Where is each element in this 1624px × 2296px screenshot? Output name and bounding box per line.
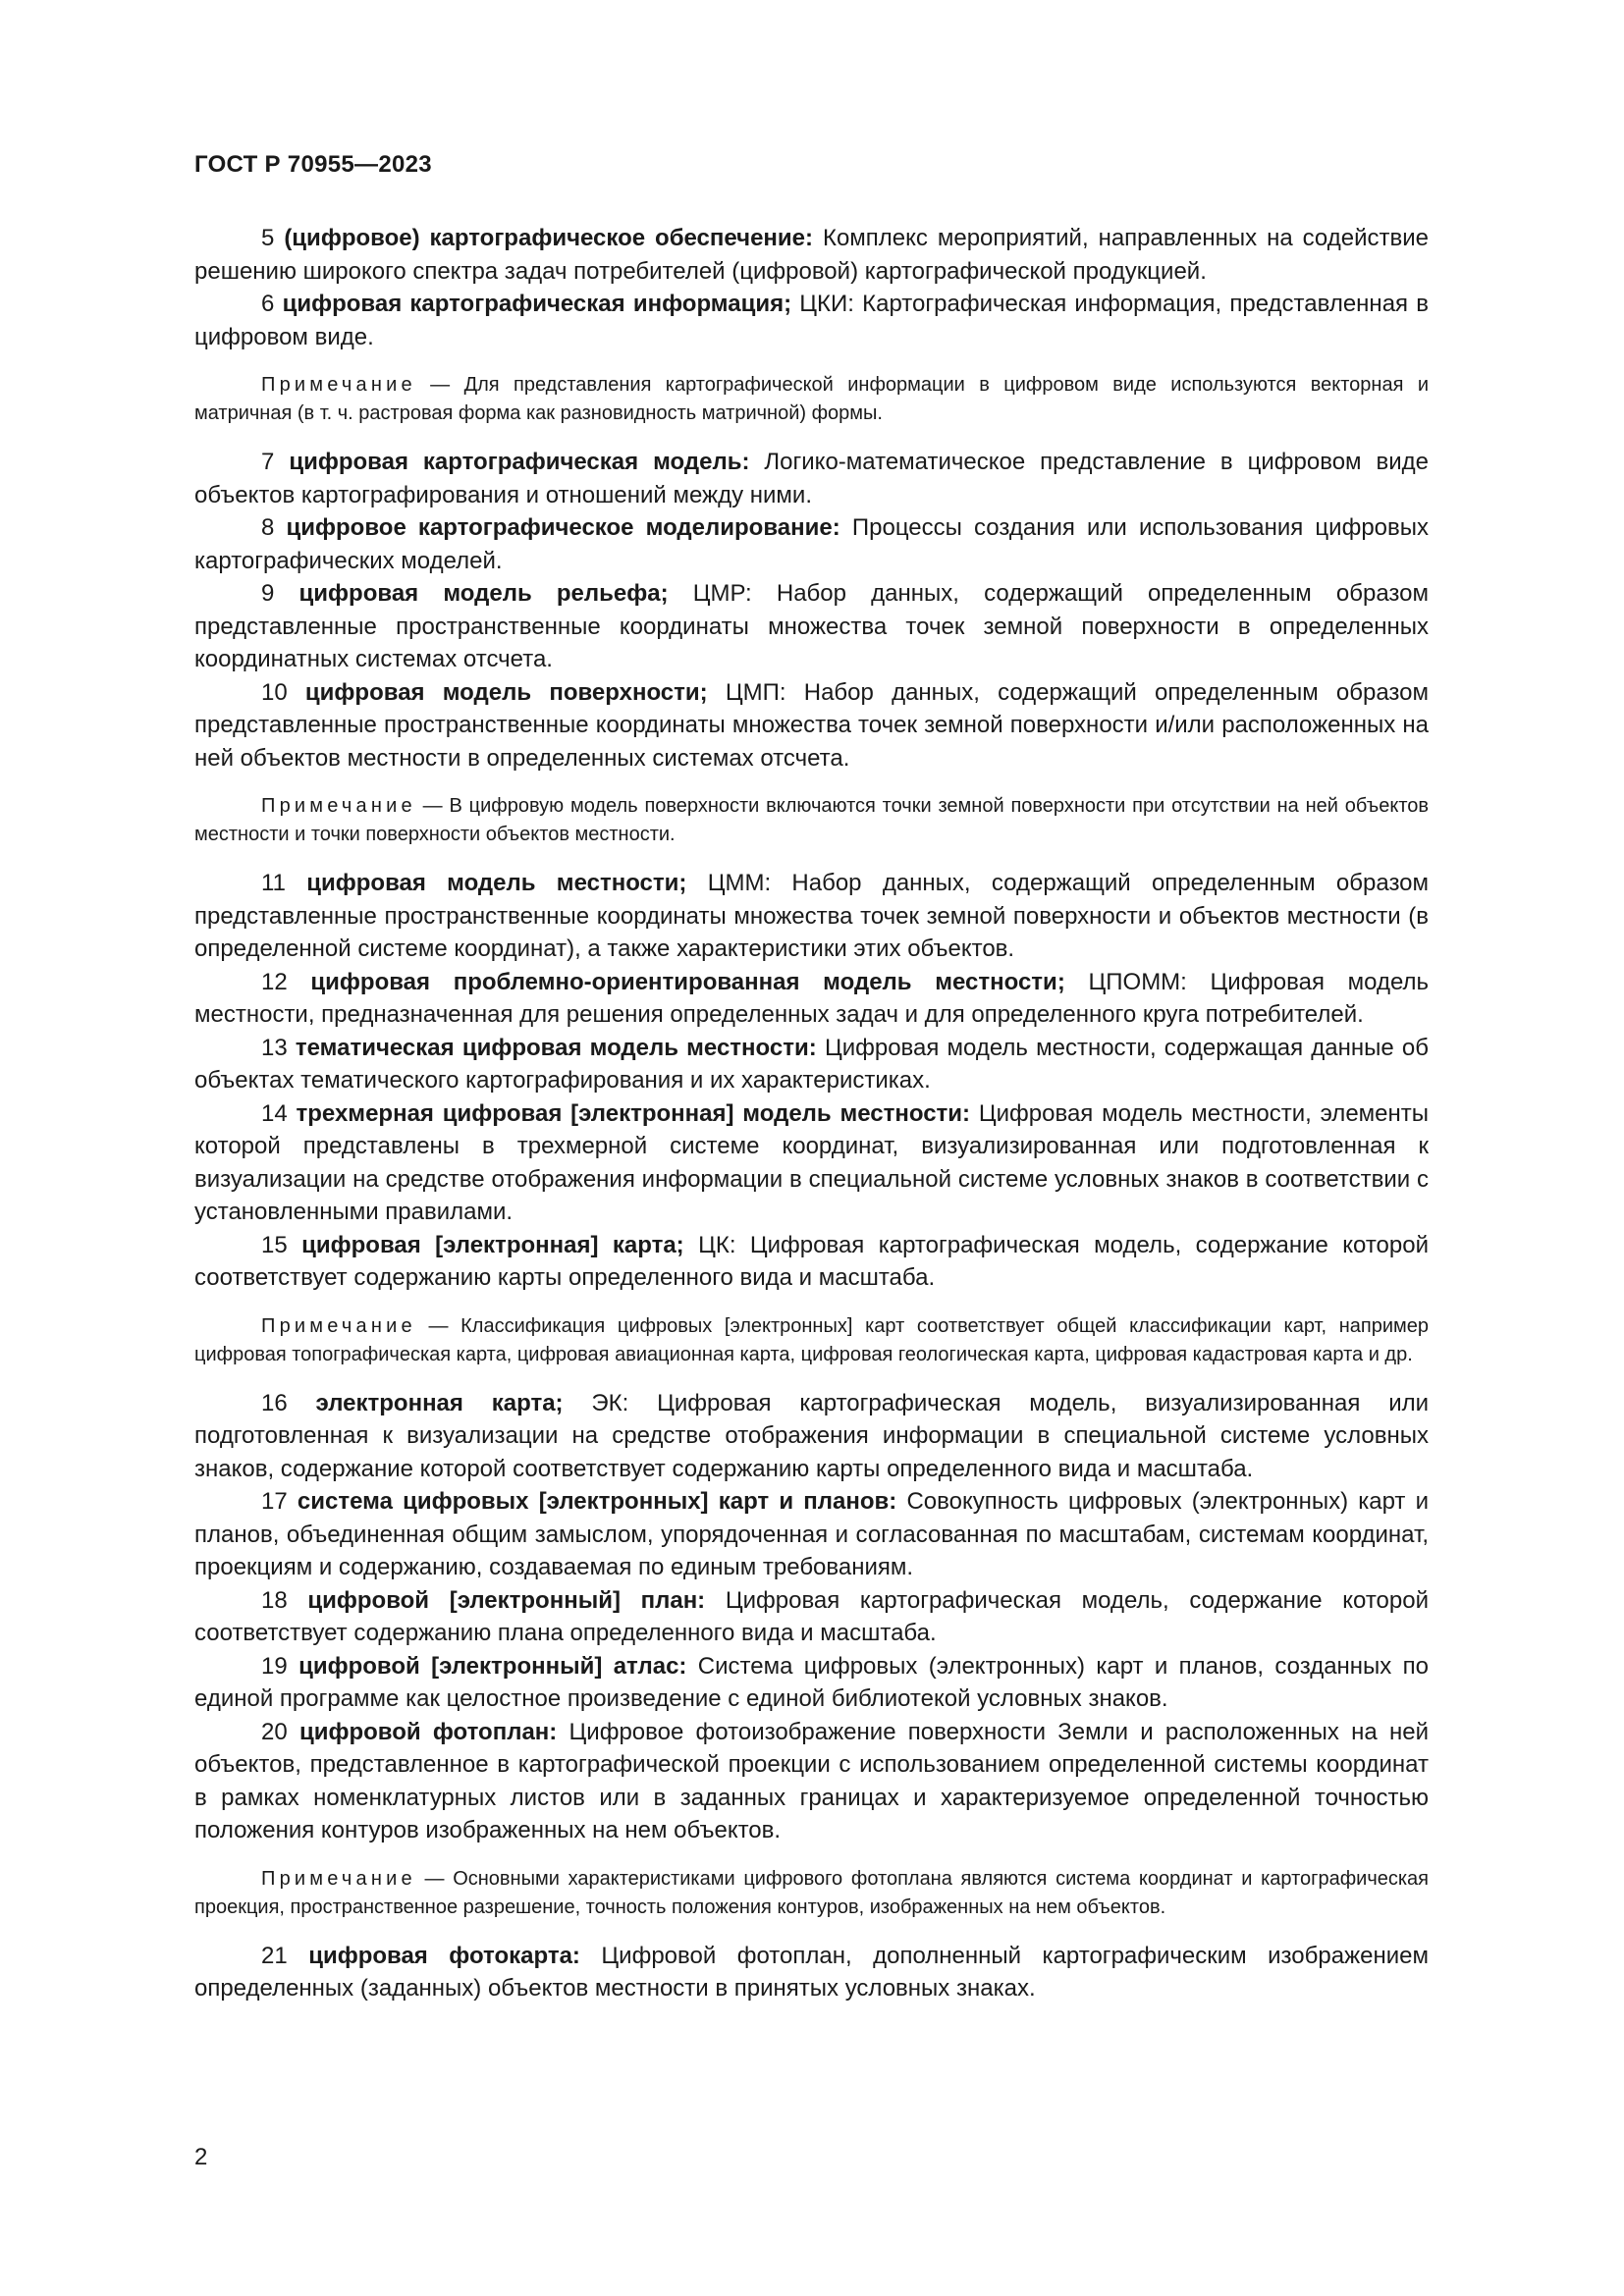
term-number: 11 <box>261 870 286 896</box>
term-title: цифровое картографическое моделирование: <box>286 514 840 541</box>
term-number: 15 <box>261 1231 288 1258</box>
document-code-header: ГОСТ Р 70955—2023 <box>194 151 432 178</box>
term-entry <box>194 1229 1429 1295</box>
term-definition: ЦКИ: Картографическая информация, представленная в цифровом виде. <box>194 291 1429 350</box>
term-entry <box>194 867 1429 966</box>
term-title: система цифровых [электронных] карт и планов: <box>297 1488 897 1515</box>
term-number: 10 <box>261 678 288 706</box>
term-title: цифровая модель рельефа; <box>298 580 669 607</box>
note-entry <box>194 371 1429 428</box>
term-entry <box>194 1716 1429 1847</box>
note-label: Примечание <box>261 795 416 817</box>
term-title: цифровая фотокарта: <box>308 1942 580 1969</box>
term-title: (цифровое) картографическое обеспечение: <box>284 225 814 251</box>
term-entry <box>194 1032 1429 1097</box>
note-entry <box>194 1312 1429 1369</box>
term-definition: Цифровая модель местности, элементы которой представлены в трехмерной системе координат, визуализированная или подготовленная к визуализации на средстве отображения информации в специальной системе условных знаков в соответствии с установленными правилами. <box>194 1099 1430 1225</box>
note-label: Примечание <box>261 1314 416 1337</box>
term-definition: ЦМР: Набор данных, содержащий определенным образом представленные пространственные координаты множества точек земной поверхности в определенных координатных системах отсчета. <box>194 580 1430 672</box>
term-number: 6 <box>261 291 275 317</box>
term-title: цифровой [электронный] атлас: <box>298 1652 687 1680</box>
term-definition: ЦПОММ: Цифровая модель местности, предназначенная для решения определенных задач и для определенного круга потребителей. <box>194 968 1430 1028</box>
term-number: 13 <box>261 1034 288 1061</box>
term-entry <box>194 222 1429 288</box>
note-text: — Классификация цифровых [электронных] карт соответствует общей классификации карт, например цифровая топографическая карта, цифровая авиационная карта, цифровая геологическая карта, цифровая кадастровая карта и др. <box>194 1314 1429 1365</box>
terms-section <box>194 222 1429 2005</box>
note-entry <box>194 792 1429 849</box>
term-number: 14 <box>261 1099 288 1127</box>
term-title: цифровая модель поверхности; <box>304 678 708 706</box>
term-entry <box>194 511 1429 577</box>
note-text: — В цифровую модель поверхности включаются точки земной поверхности при отсутствии на ней объектов местности и точки поверхности объектов местности. <box>194 795 1430 845</box>
term-definition: ЭК: Цифровая картографическая модель, визуализированная или подготовленная к визуализации на средстве отображения информации в специальной системе условных знаков, содержание которой соответствует содержанию карты определенного вида и масштаба. <box>194 1389 1430 1482</box>
term-definition: ЦК: Цифровая картографическая модель, содержание которой соответствует содержанию карты определенного вида и масштаба. <box>194 1231 1429 1291</box>
term-number: 19 <box>261 1652 288 1680</box>
term-definition: Цифровой фотоплан, дополненный картографическим изображением определенных (заданных) объектов местности в принятых условных знаках. <box>194 1942 1429 2002</box>
term-definition: Система цифровых (электронных) карт и планов, созданных по единой программе как целостное произведение с единой библиотекой условных знаков. <box>194 1652 1430 1712</box>
term-number: 20 <box>261 1718 288 1745</box>
term-definition: Цифровая картографическая модель, содержание которой соответствует содержанию плана определенного вида и масштаба. <box>194 1586 1429 1646</box>
term-definition: Процессы создания или использования цифровых картографических моделей. <box>194 514 1430 574</box>
term-title: электронная карта; <box>315 1389 564 1416</box>
term-title: трехмерная цифровая [электронная] модель местности: <box>296 1099 971 1127</box>
term-number: 18 <box>261 1586 288 1614</box>
term-entry <box>194 676 1429 775</box>
term-definition: ЦМП: Набор данных, содержащий определенным образом представленные пространственные координаты множества точек земной поверхности и/или расположенных на ней объектов местности в определенных системах отсчета. <box>194 678 1430 772</box>
term-entry <box>194 1584 1429 1650</box>
term-definition: Совокупность цифровых (электронных) карт и планов, объединенная общим замыслом, упорядоченная и согласованная по масштабам, системам координат, проекциям и содержанию, создаваемая по единым требованиям. <box>194 1488 1430 1580</box>
note-text: — Основными характеристиками цифрового фотоплана являются система координат и картографическая проекция, пространственное разрешение, точность положения контуров, изображенных на нем объектов. <box>194 1867 1429 1918</box>
term-entry <box>194 1097 1429 1229</box>
term-entry <box>194 1485 1429 1584</box>
term-title: цифровой фотоплан: <box>298 1718 558 1745</box>
term-entry <box>194 446 1429 511</box>
term-number: 9 <box>261 580 275 607</box>
note-label: Примечание <box>261 374 416 396</box>
term-number: 16 <box>261 1389 288 1416</box>
note-label: Примечание <box>261 1867 416 1890</box>
term-entry <box>194 1650 1429 1716</box>
term-number: 8 <box>261 514 275 541</box>
term-number: 7 <box>261 449 275 475</box>
term-definition: ЦММ: Набор данных, содержащий определенным образом представленные пространственные координаты множества точек земной поверхности и объектов местности (в определенной системе координат), а также характеристики этих объектов. <box>194 870 1430 962</box>
term-entry <box>194 1387 1429 1486</box>
term-title: цифровая проблемно-ориентированная модель местности; <box>310 968 1065 995</box>
term-number: 12 <box>261 968 288 995</box>
term-entry <box>194 966 1429 1032</box>
term-number: 17 <box>261 1488 288 1515</box>
page-number: 2 <box>194 2144 208 2170</box>
term-definition: Цифровое фотоизображение поверхности Земли и расположенных на ней объектов, представленное в картографической проекции с использованием определенной системы координат в рамках номенклатурных листов или в заданных границах и характеризуемое определенной точностью положения контуров изображенных на нем объектов. <box>194 1718 1430 1843</box>
term-title: цифровая картографическая информация; <box>282 291 792 317</box>
term-definition: Комплекс мероприятий, направленных на содействие решению широкого спектра задач потребителей (цифровой) картографической продукцией. <box>194 225 1429 285</box>
term-title: тематическая цифровая модель местности: <box>295 1034 817 1061</box>
term-title: цифровая картографическая модель: <box>289 449 750 475</box>
term-entry <box>194 1940 1429 2005</box>
term-number: 5 <box>261 225 275 251</box>
term-entry <box>194 577 1429 676</box>
term-title: цифровой [электронный] план: <box>307 1586 706 1614</box>
note-entry <box>194 1865 1429 1922</box>
term-definition: Цифровая модель местности, содержащая данные об объектах тематического картографирования и их характеристиках. <box>194 1034 1429 1094</box>
term-definition: Логико-математическое представление в цифровом виде объектов картографирования и отношений между ними. <box>194 449 1430 508</box>
term-title: цифровая модель местности; <box>306 870 687 896</box>
note-text: — Для представления картографической информации в цифровом виде используются векторная и матричная (в т. ч. растровая форма как разновидность матричной) формы. <box>194 374 1429 424</box>
term-title: цифровая [электронная] карта; <box>301 1231 684 1258</box>
term-entry <box>194 288 1429 353</box>
term-number: 21 <box>261 1942 288 1969</box>
